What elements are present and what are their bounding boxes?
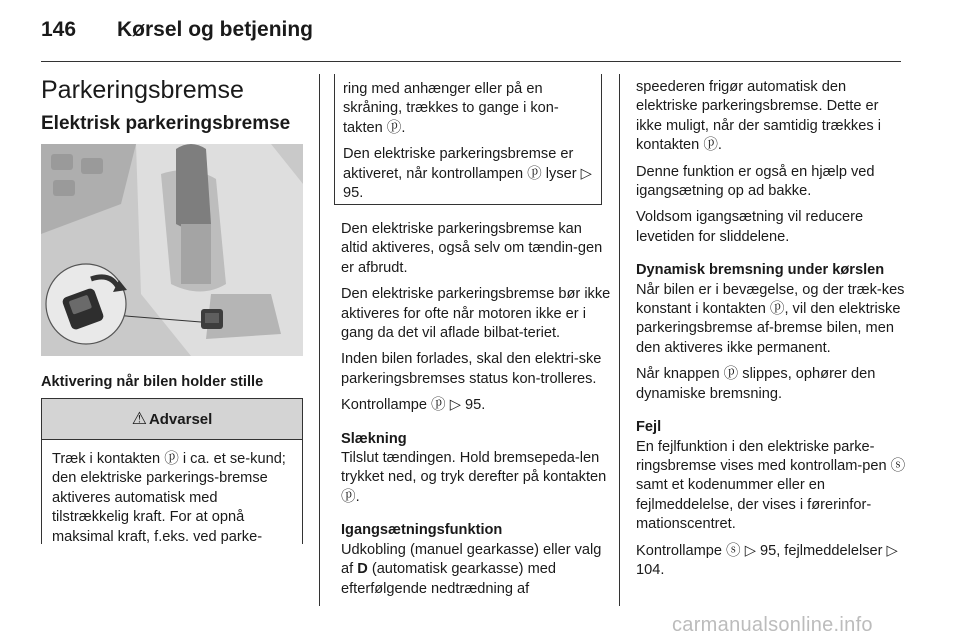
header-divider	[41, 61, 901, 62]
subheading-dynamic-braking: Dynamisk bremsning under kørslen	[636, 262, 885, 279]
warning-continued-text: ring med anhænger eller på en skråning, trækkes to gange i kon-takten ⓟ.	[343, 81, 559, 136]
paragraph: speederen frigør automatisk den elektriske parkeringsbremse. Dette er ikke muligt, når der samtidig trækkes i kontakten ⓟ.	[636, 79, 881, 154]
page-number: 146	[41, 18, 77, 41]
paragraph: Voldsom igangsætning vil reducere levetiden for sliddelene.	[636, 209, 864, 245]
chapter-title: Kørsel og betjening	[117, 18, 314, 41]
column-2-body	[341, 220, 611, 606]
subheading-fault: Fejl	[636, 419, 662, 436]
paragraph: Den elektriske parkeringsbremse kan altid aktiveres, også selv om tændin-gen er afbrudt.	[341, 221, 603, 276]
warning-indicator-text: Den elektriske parkeringsbremse er aktiveret, når kontrollampen ⓟ lyser ▷ 95.	[343, 146, 592, 202]
gear-selector-d: D	[357, 561, 368, 578]
warning-triangle-icon: ⚠	[131, 409, 147, 428]
warning-box-continued	[334, 74, 602, 205]
column-divider-2	[619, 74, 620, 606]
subheading-release: Slækning	[341, 430, 407, 447]
warning-title: Advarsel	[148, 410, 213, 428]
parking-brake-photo	[41, 144, 303, 356]
watermark: carmanualsonline.info	[672, 614, 873, 636]
paragraph: Kontrollampe ⓢ ▷ 95, fejlmeddelelser ▷ 104.	[636, 542, 898, 578]
section-subheading: Elektrisk parkeringsbremse	[41, 113, 291, 134]
photo-caption: Aktivering når bilen holder stille	[41, 374, 264, 390]
text-fragment: Udkobling (manuel gearkasse) eller valg af	[341, 541, 602, 578]
paragraph: Tilslut tændingen. Hold bremsepeda-len trykket ned, og tryk derefter på kontakten ⓟ.	[341, 450, 607, 505]
warning-box	[41, 398, 303, 544]
paragraph: Den elektriske parkeringsbremse bør ikke aktiveres for ofte når motoren ikke er i gang da det vil aflade bilbat-teriet.	[341, 286, 611, 342]
paragraph: Når bilen er i bevægelse, og der træk-kes konstant i kontakten ⓟ, vil den elektriske parkeringsbremse af-bremse bilen, men den aktiveres ikke permanent.	[636, 281, 905, 356]
paragraph: Kontrollampe ⓟ ▷ 95.	[341, 397, 486, 414]
warning-header	[42, 399, 302, 440]
column-divider-1	[319, 74, 320, 606]
subheading-start-function: Igangsætningsfunktion	[341, 522, 503, 539]
paragraph: Denne funktion er også en hjælp ved igangsætning op ad bakke.	[636, 163, 875, 200]
paragraph	[341, 541, 611, 599]
section-heading: Parkeringsbremse	[41, 76, 244, 104]
paragraph: Når knappen ⓟ slippes, ophører den dynamiske bremsning.	[636, 366, 876, 402]
text-fragment: (automatisk gearkasse) med efterfølgende nedtrædning af	[341, 561, 556, 597]
warning-text: Træk i kontakten ⓟ i ca. et se-kund; den elektriske parkerings-bremse aktiveres automatisk med tilstrækkelig kraft. For at opnå maksimal kraft, f.eks. ved parke-	[52, 451, 286, 545]
column-3-body	[636, 78, 906, 587]
paragraph: En fejlfunktion i den elektriske parke-ringsbremse vises med kontrollam-pen ⓢ samt et kodenummer eller en fejlmeddelelse, der vises i førerinfor-mationscentret.	[636, 438, 906, 533]
paragraph: Inden bilen forlades, skal den elektri-ske parkeringsbremses status kon-trolleres.	[341, 351, 602, 387]
